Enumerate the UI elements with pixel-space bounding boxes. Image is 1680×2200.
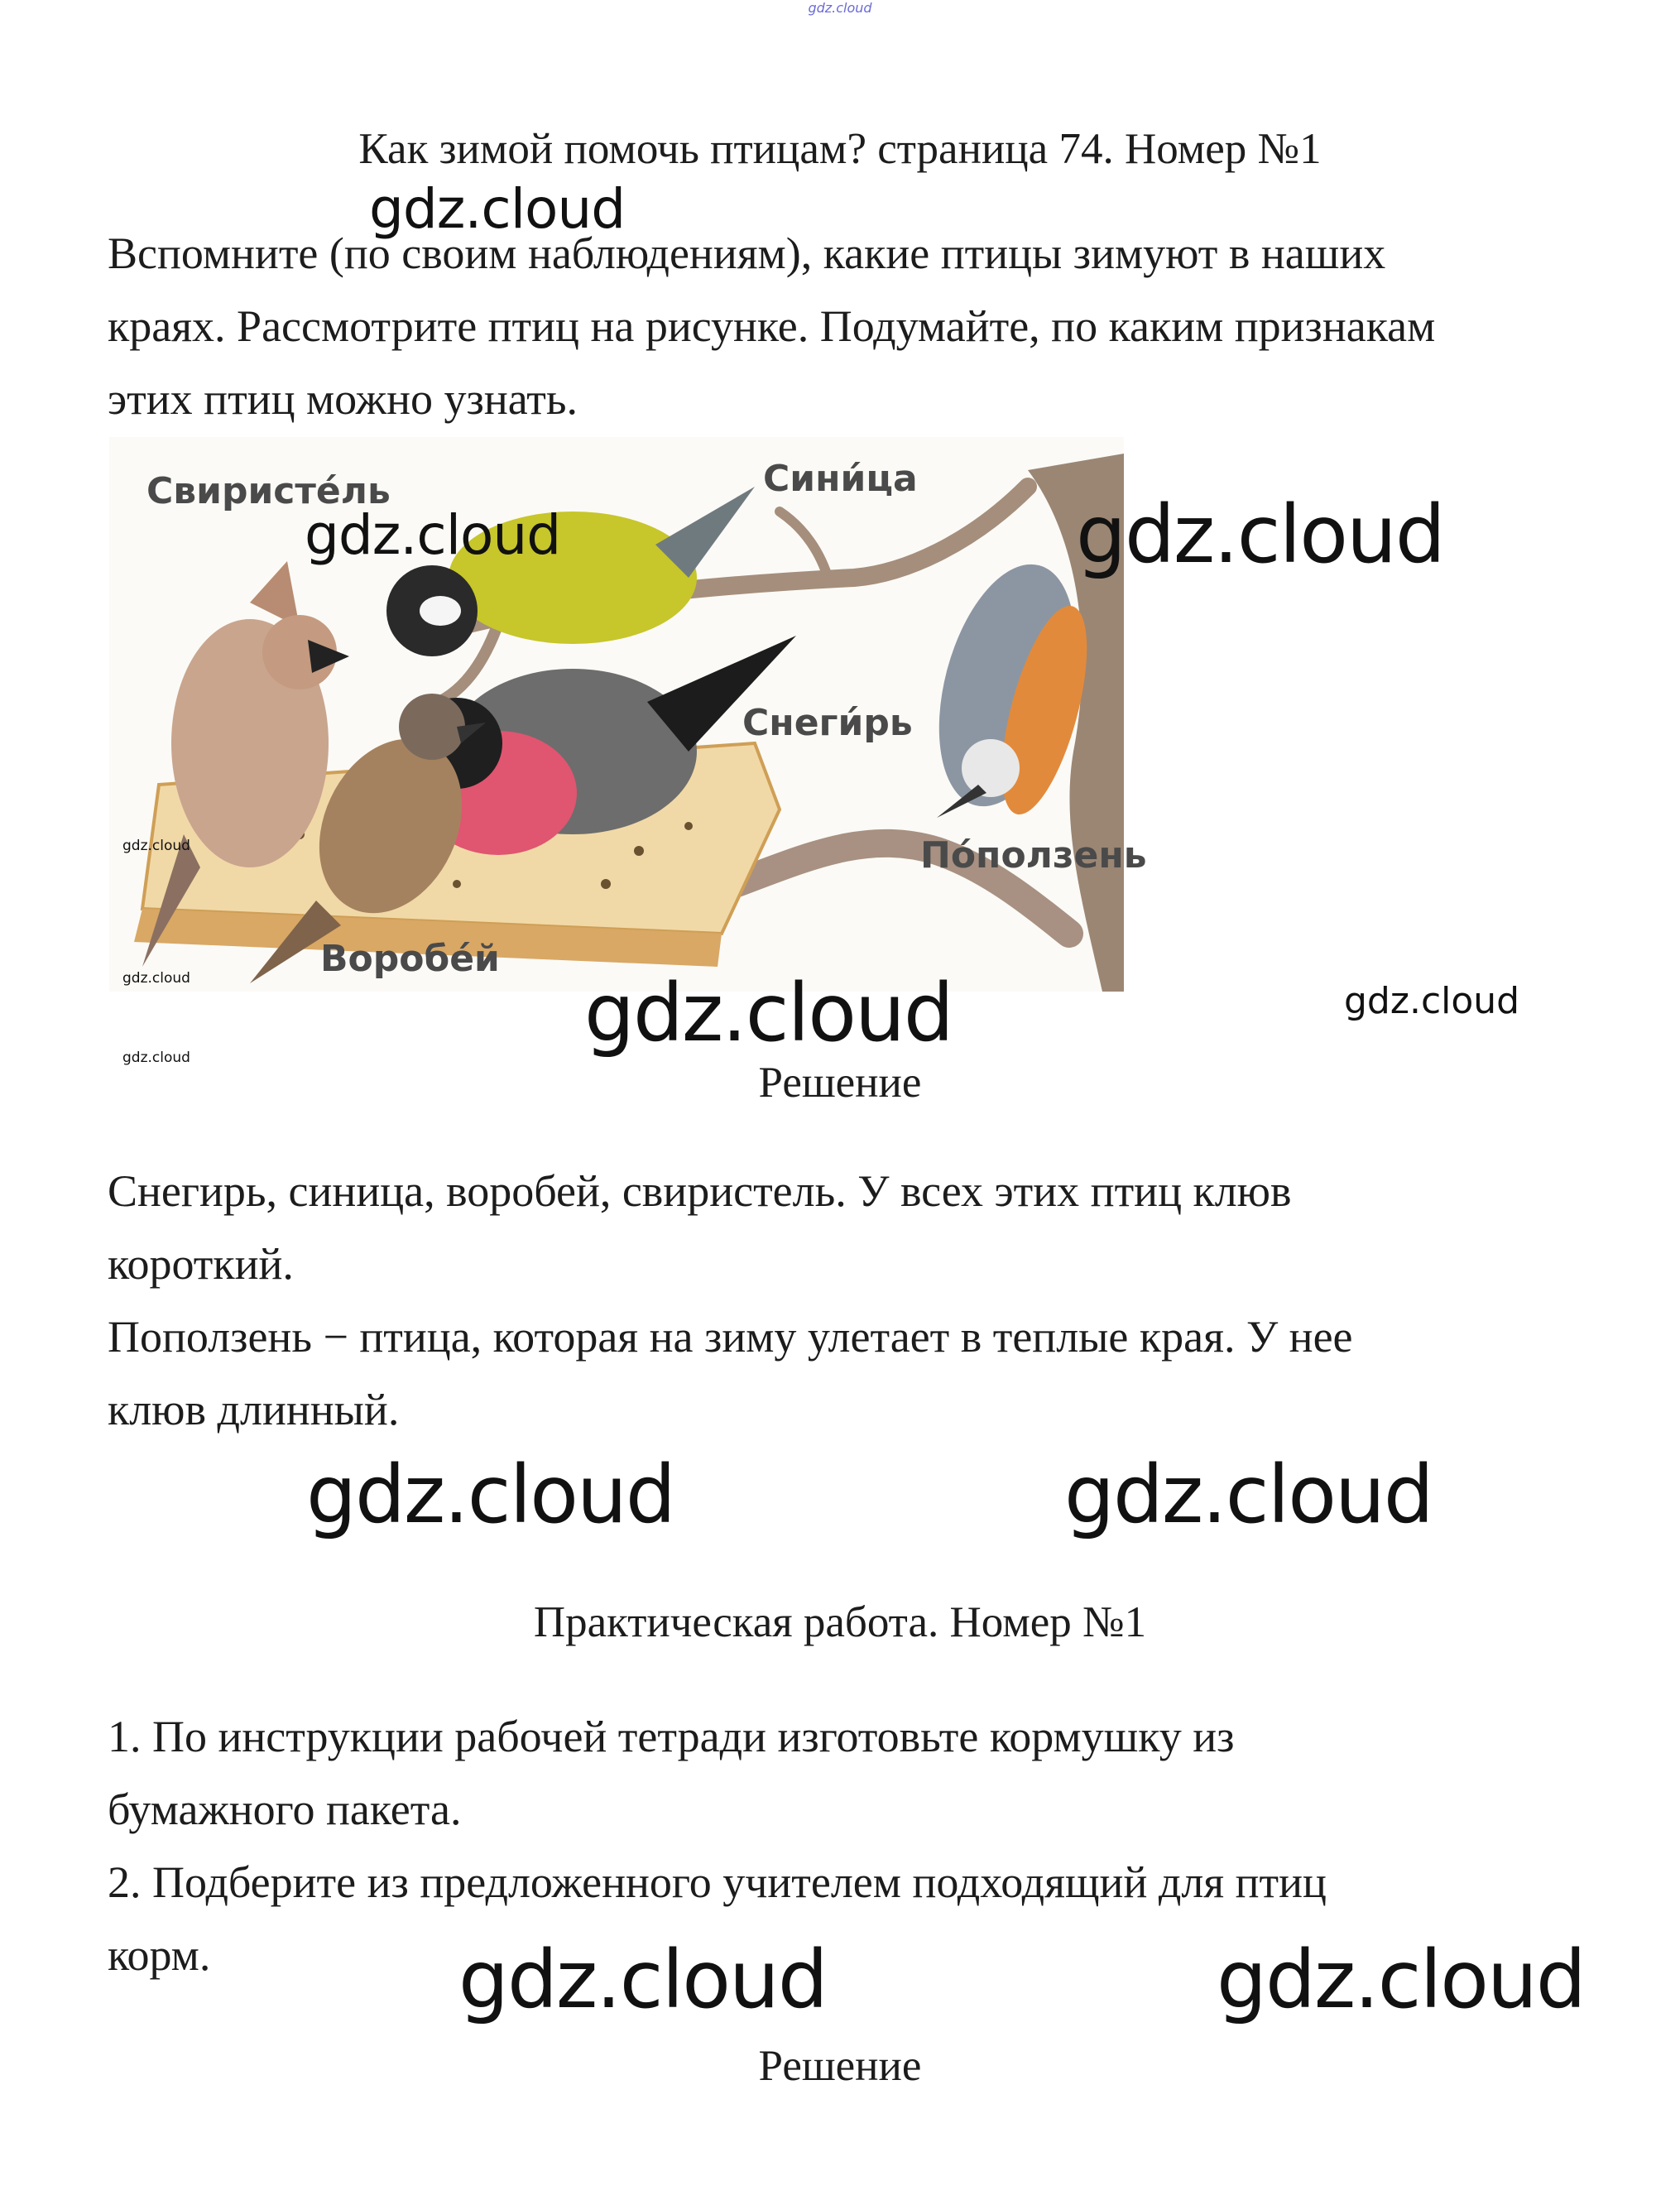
solution-heading: Решение xyxy=(758,1059,922,1107)
branch-twig xyxy=(780,512,829,582)
task-line: 1. По инструкции рабочей тетради изготовьте кормушку из xyxy=(108,1712,1235,1761)
question-line: краях. Рассмотрите птиц на рисунке. Подумайте, по каким признакам xyxy=(108,301,1436,351)
task-line: корм. xyxy=(108,1930,211,1980)
watermark: gdz.cloud xyxy=(1064,1448,1433,1541)
watermark: gdz.cloud xyxy=(369,177,626,241)
answer-text xyxy=(108,1155,1589,1446)
watermark: gdz.cloud xyxy=(1076,488,1444,581)
task-line: бумажного пакета. xyxy=(108,1784,462,1834)
label-waxwing: Свиристе́ль xyxy=(146,470,391,512)
question-line: этих птиц можно узнать. xyxy=(108,374,578,424)
question-text xyxy=(108,217,1589,435)
answer-line: клюв длинный. xyxy=(108,1385,400,1434)
label-nuthatch: По́ползень xyxy=(920,834,1147,877)
watermark: gdz.cloud xyxy=(1217,1933,1585,2026)
watermark: gdz.cloud xyxy=(122,1050,190,1066)
solution-heading: Решение xyxy=(758,2042,922,2090)
watermark: gdz.cloud xyxy=(458,1933,827,2026)
watermark: gdz.cloud xyxy=(305,503,561,567)
answer-line: Поползень − птица, которая на зиму улетает в теплые края. У нее xyxy=(108,1312,1353,1362)
answer-line: Снегирь, синица, воробей, свиристель. У всех этих птиц клюв xyxy=(108,1166,1292,1216)
section-title: Практическая работа. Номер №1 xyxy=(533,1598,1147,1646)
watermark: gdz.cloud xyxy=(122,838,190,854)
label-sparrow: Воробе́й xyxy=(320,938,500,980)
page-title: Как зимой помочь птицам? страница 74. Номер №1 xyxy=(358,125,1322,173)
answer-line: короткий. xyxy=(108,1239,294,1289)
watermark: gdz.cloud xyxy=(584,967,953,1059)
watermark: gdz.cloud xyxy=(122,970,190,987)
task-line: 2. Подберите из предложенного учителем подходящий для птиц xyxy=(108,1857,1327,1907)
label-tit: Сини́ца xyxy=(763,458,918,500)
birds-illustration xyxy=(109,437,1147,992)
watermark: gdz.cloud xyxy=(1344,980,1520,1022)
watermark: gdz.cloud xyxy=(306,1448,674,1541)
label-bullfinch: Снеги́рь xyxy=(742,702,913,744)
question-line: Вспомните (по своим наблюдениям), какие птицы зимуют в наших xyxy=(108,228,1386,278)
top-watermark: gdz.cloud xyxy=(808,0,872,16)
